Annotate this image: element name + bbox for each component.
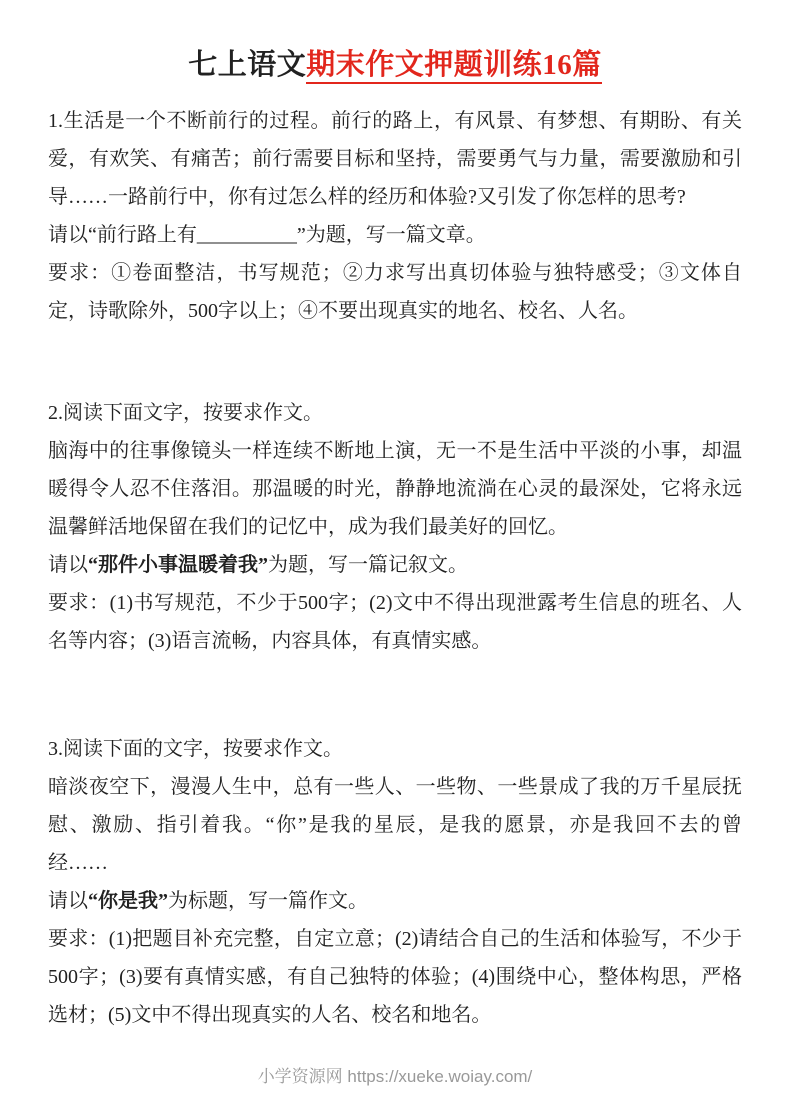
section-2-title-prefix: 请以 bbox=[48, 554, 88, 576]
section-1-title-line bbox=[48, 216, 742, 254]
footer-watermark-text: 小学资源网 https://xueke.woiay.com/ bbox=[257, 1067, 533, 1086]
prompt-section-2 bbox=[48, 394, 742, 660]
section-3-title-suffix: 为标题，写一篇作文。 bbox=[168, 890, 368, 912]
section-3-body: 暗淡夜空下，漫漫人生中，总有一些人、一些物、一些景成了我的万千星辰抚慰、激励、指引着我。“你”是我的星辰，是我的愿景，亦是我回不去的曾经…… bbox=[48, 776, 742, 874]
section-1-title-suffix: ”为题，写一篇文章。 bbox=[296, 224, 486, 246]
title-text-red-underlined: 期末作文押题训练16篇 bbox=[306, 49, 602, 84]
section-3-requirements: 要求：(1)把题目补充完整，自定立意；(2)请结合自己的生活和体验写，不少于500字；(3)要有真情实感，有自己独特的体验；(4)围绕中心，整体构思，严格选材；(5)文中不得出现真实的人名、校名和地名。 bbox=[48, 928, 742, 1026]
title-text-black: 七上语文 bbox=[188, 49, 307, 81]
document-title bbox=[48, 0, 742, 86]
section-2-composition-title: “那件小事温暖着我” bbox=[88, 554, 268, 576]
page-footer bbox=[0, 1062, 790, 1087]
section-3-composition-title: “你是我” bbox=[88, 890, 168, 912]
section-2-intro: 2.阅读下面文字，按要求作文。 bbox=[48, 402, 323, 424]
section-3-intro: 3.阅读下面的文字，按要求作文。 bbox=[48, 738, 343, 760]
section-1-fill-in-blank: __________ bbox=[196, 224, 297, 246]
section-1-title-prefix: 请以“前行路上有 bbox=[48, 224, 197, 246]
section-1-requirements: 要求：①卷面整洁，书写规范；②力求写出真切体验与独特感受；③文体自定，诗歌除外，500字以上；④不要出现真实的地名、校名、人名。 bbox=[48, 262, 742, 322]
section-1-intro: 1.生活是一个不断前行的过程。前行的路上，有风景、有梦想、有期盼、有关爱，有欢笑、有痛苦；前行需要目标和坚持，需要勇气与力量，需要激励和引导……一路前行中，你有过怎么样的经历和体验?又引发了你怎样的思考? bbox=[48, 110, 742, 208]
section-2-title-line bbox=[48, 546, 742, 584]
section-2-requirements: 要求：(1)书写规范，不少于500字；(2)文中不得出现泄露考生信息的班名、人名等内容；(3)语言流畅，内容具体，有真情实感。 bbox=[48, 592, 742, 652]
section-2-body: 脑海中的往事像镜头一样连续不断地上演，无一不是生活中平淡的小事，却温暖得令人忍不住落泪。那温暖的时光，静静地流淌在心灵的最深处，它将永远温馨鲜活地保留在我们的记忆中，成为我们最美好的回忆。 bbox=[48, 440, 742, 538]
section-3-title-line bbox=[48, 882, 742, 920]
prompt-section-3 bbox=[48, 730, 742, 1034]
prompt-section-1 bbox=[48, 102, 742, 330]
section-2-title-suffix: 为题，写一篇记叙文。 bbox=[268, 554, 468, 576]
section-3-title-prefix: 请以 bbox=[48, 890, 88, 912]
